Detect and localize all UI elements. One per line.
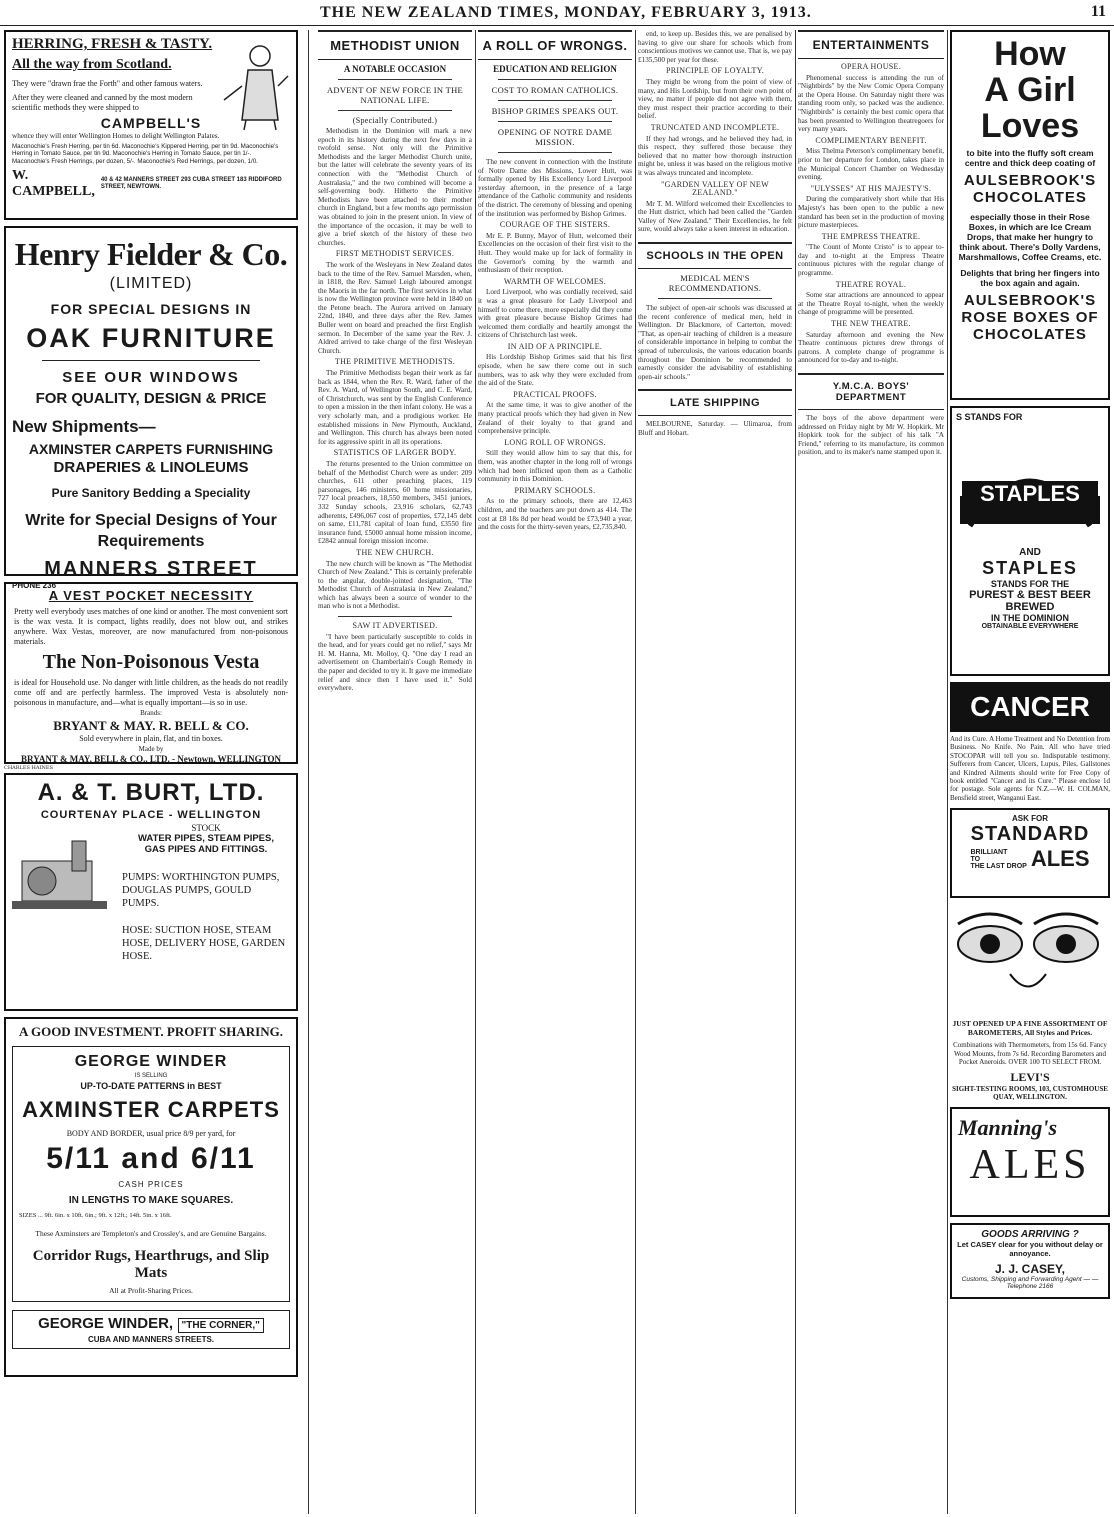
vesta-made-by: Made by [138,745,164,753]
casey-ad [950,1223,1110,1299]
herring-ad [4,30,298,220]
article-paragraph: At the same time, it was to give another of the many practical proofs which they had given in New Zealand of their loyalty to that grand and comprehensive principle. [478,401,632,436]
section-heading: PRIMARY SCHOOLS. [514,485,596,495]
left-ads-column [4,30,298,1514]
article-paragraph: The new church will be known as "The Methodist Church of New Zealand." This is certainly preferable to the angular, double-jointed designation, "The Methodist Church of Australasia in New Zealand," which has always been a source of wonder to the man who is not a Methodist. [318,559,472,611]
girl-line-1: How [994,35,1066,73]
column-rule [308,30,309,1514]
column-rule [947,30,948,1514]
burt-address: COURTENAY PLACE - WELLINGTON [40,809,262,821]
section-heading: PRACTICAL PROOFS. [513,389,597,399]
girl-line-3: Loves [980,107,1080,145]
staples-line-1: STANDS FOR THE [990,579,1070,589]
vesta-sold: Sold everywhere in plain, flat, and tin boxes. [79,734,223,743]
fielder-line-9: Write for Special Designs of Your Requirements [25,512,277,550]
eye-illustration [950,904,1106,1014]
cancer-headline: CANCER [950,682,1110,732]
article-paragraph: The returns presented to the Union committee on behalf of the Methodist Church were as under: 209 churches, 611 other preaching places, 119 parsonages, 146 ministers, 60 home missionaries, 727 local preachers, 18,550 members, 3451 juniors, 332 Sunday schools, 23,916 scholars, 62,743 adherents, £496,067 cost of properties, £72,145 debt on same, £11,781 capital of loan fund, £3550 fire insurance fund, £5000 annual home mission income, £2842 annual foreign mission income. [318,459,472,546]
winder-rugs: Corridor Rugs, Hearthrugs, and Slip Mats [32,1248,270,1281]
article-paragraph: Lord Liverpool, who was cordially received, said it was a great pleasure for Lady Liverpool and himself to come there, more especially did they come with great pleasure because Bishop Grimes had welcomed them cordially and heartily amongst the citizens of Christchurch last week. [478,288,632,340]
cancer-text: And its Cure. A Home Treatment and No Detention from Business. No Knife. No Pain. All who have tried STOCOPAR will tell you so. Indisputable testimony. Sufferers from Cancer, Ulcers, Lupus, Piles, Gallstones and Kindred Ailments should write for Free Copy of book entitled "Cancer and its Cure." Please enclose 1d for postage. Sole agents for N.Z.—W. H. COLMAN, Bensfield street, Wanganui East. [950,735,1110,802]
levi-ad [950,904,1110,1101]
article-deck: OPENING OF NOTRE DAME MISSION. [497,127,613,147]
article-headline: METHODIST UNION [318,30,472,60]
manning-name: Manning's [958,1115,1058,1141]
right-ads-column [950,30,1110,1514]
article-paragraph: During the comparatively short while that His Majesty's has been open to the public a new standard has been set in the production of moving picture masterpieces. [798,195,944,230]
levi-text-2: Combinations with Thermometers, from 15s 6d. Fancy Wood Mounts, from 7s 6d. Recording Barometers and Pocket Aneroids. OVER 100 TO SELECT FROM. [953,1041,1107,1067]
article-paragraph: Some star attractions are announced to appear at the Theatre Royal to-night, when the weekly change of programme will be presented. [798,291,944,317]
page-number: 11 [1090,3,1106,20]
fielder-name: Henry Fielder & Co. [14,236,288,272]
fielder-line-4: FOR QUALITY, DESIGN & PRICE [35,390,267,407]
winder-carpets: AXMINSTER CARPETS [22,1097,280,1122]
fielder-phone: PHONE 236 [12,581,57,590]
girl-text-1: to bite into the fluffy soft cream centre and thick deep coating of [964,148,1096,168]
fielder-line-7: DRAPERIES & LINOLEUMS [53,459,249,476]
burt-hose: HOSE: SUCTION HOSE, STEAM HOSE, DELIVERY HOSE, GARDEN HOSE. [122,925,286,962]
fielder-line-1: FOR SPECIAL DESIGNS IN [50,301,252,317]
staples-line-4: IN THE DOMINION [991,613,1069,623]
article-deck: BISHOP GRIMES SPEAKS OUT. [491,106,619,116]
section-heading: "ULYSSES" AT HIS MAJESTY'S. [810,183,932,193]
article-subhead: A NOTABLE OCCASION [343,64,447,74]
campbell-addresses: 40 & 42 MANNERS STREET 293 CUBA STREET 183 RIDDIFORD STREET, NEWTOWN. [100,177,282,191]
standard-drop: THE LAST DROP [970,862,1027,870]
standard-ask: ASK FOR [1012,814,1048,824]
article-headline: A ROLL OF WRONGS. [478,30,632,60]
vesta-ad [4,582,298,764]
herring-text-3: whence they will enter Wellington Homes to delight Wellington Palates. [12,132,220,140]
levi-name: LEVI'S [1010,1070,1050,1085]
section-heading: COURAGE OF THE SISTERS. [499,220,611,230]
article-subhead: EDUCATION AND RELIGION [493,64,617,74]
vesta-brands: BRYANT & MAY. R. BELL & CO. [53,718,249,733]
winder-border: BODY AND BORDER, usual price 8/9 per yard, for [66,1129,236,1138]
winder-footer [12,1310,290,1349]
vesta-para-1: Pretty well everybody uses matches of one kind or another. The most convenient sort is the wax vesta. It is compact, lights readily, does not blow out, and strikes anywhere. Wax Vestas, moreover, are now manufactured from non-poisonous materials. [14,607,288,646]
winder-cash: CASH PRICES [118,1180,184,1189]
winder-note: These Axminsters are Templeton's and Crossley's, and are Genuine Bargains. [35,1229,267,1238]
section-heading: COMPLIMENTARY BENEFIT. [815,135,927,145]
winder-price: 5/11 and 6/11 [46,1142,256,1175]
staples-name: STAPLES [982,558,1078,578]
casey-headline: GOODS ARRIVING ? [981,1229,1079,1241]
article-paragraph: Mr T. M. Wilford welcomed their Excellencies to the Hutt district, which had been called the "Garden Valley of New Zealand." Their Excellencies, he felt sure, would always take a keen interest in education. [638,199,792,234]
news-column-4 [638,30,792,1514]
pump-illustration [12,831,112,921]
section-heading: WARMTH OF WELCOMES. [503,276,607,286]
staples-line-2: PUREST & BEST BEER [969,589,1091,601]
vesta-maker: BRYANT & MAY, BELL & CO., LTD. - Newtown, WELLINGTON [21,754,281,764]
winder-top: A GOOD INVESTMENT. PROFIT SHARING. [19,1024,283,1039]
winder-footer-streets: CUBA AND MANNERS STREETS. [87,1335,215,1344]
article-deck: COST TO ROMAN CATHOLICS. [491,85,619,95]
staples-line-3: BREWED [1005,601,1055,613]
staples-line-5: OBTAINABLE EVERYWHERE [981,623,1079,630]
section-heading: IN AID OF A PRINCIPLE. [507,341,603,351]
casey-name: J. J. CASEY, [994,1262,1066,1277]
burt-line-2: GAS PIPES AND FITTINGS. [144,844,268,855]
ad-credit: CHARLES HAINES [4,765,53,771]
article-paragraph: The subject of open-air schools was discussed at the recent conference of medical men, held in Wellington. Dr Blackmore, of Carterton, moved: "That, as open-air teaching of children is a measure of considerable importance in helping to combat the spread of tuberculosis, the various education boards throughout the Dominion be recommended to earnestly consider the advisability of establishing open-air schools." [638,304,792,381]
standard-ales-ad [950,808,1110,898]
section-heading: THE NEW CHURCH. [356,547,434,557]
fielder-line-8: Pure Sanitory Bedding a Speciality [51,486,251,500]
article-paragraph: "I have been particularly susceptible to colds in the head, and for years could get no relief," says Mr H. M. Hanna, Mt. Molloy, Q. "One day I read an advertisement on Chamberlain's Cough Remedy in the paper and decided to try it. It gave me immediate relief and since then I have used it." Sold everywhere. [318,632,472,693]
masthead [0,0,1114,26]
girl-text-3: Delights that bring her fingers into the box again and again. [960,268,1100,288]
vesta-subhead: The Non-Poisonous Vesta [42,651,260,673]
herring-headline: HERRING, FRESH & TASTY. [12,36,213,52]
fielder-limited: (LIMITED) [109,275,193,292]
section-heading: THEATRE ROYAL. [835,279,907,289]
article-paragraph: end, to keep up. Besides this, we are penalised by having to give our share for schools which from conscientious motives we cannot use. That is, we pay £135,500 per year for these. [638,30,792,64]
roll-of-wrongs-article [478,30,632,1514]
fielder-ad [4,226,298,590]
section-heading: LONG ROLL OF WRONGS. [504,437,606,447]
article-paragraph: Still they would allow him to say that this, for them, was another chapter in the long roll of wrongs which had been inflicted upon them as a Catholic community in this Dominion. [478,449,632,484]
column-rule [475,30,476,1514]
section-heading: THE EMPRESS THEATRE. [821,231,921,241]
article-paragraph: The new convent in connection with the Institute of Notre Dame des Missions, Lower Hutt, was formally opened by His Excellency Lord Liverpool yesterday afternoon, in the presence of a large attendance of the Catholic community and residents of the district. The ceremony of blessing and opening of the institution was performed by Bishop Grimes. [478,158,632,218]
fielder-line-6: AXMINSTER CARPETS FURNISHING [28,441,274,457]
winder-footer-corner: "THE CORNER," [178,1318,264,1333]
section-heading: FIRST METHODIST SERVICES. [335,249,455,259]
burt-ad [4,773,298,1011]
girl-choc: CHOCOLATES [973,189,1087,206]
aulsebrook-ad [950,30,1110,400]
article-paragraph: The Primitive Methodists began their work as far back as 1844, when the Rev. R. Ward, father of the Rev. A. Ward, of Wellington South, and C. E. Ward, of Christchurch, was sent by the English Conference to open a mission in the then infant colony. He was a very scholarly man, and a prodigious worker. He established missions in New Plymouth, Auckland, and Wellington. This church has always been noted for its aggressive spirit in all its operations. [318,369,472,446]
winder-name: GEORGE WINDER [74,1053,228,1070]
girl-brand-3: ROSE BOXES OF [961,309,1099,326]
herring-price-list: Maconochie's Fresh Herring, per tin 6d. Maconochie's Kippered Herring, per tin 9d. Maconochie's Herring in Tomato Sauce, per tin 9d. Maconochie's Herring in Tomato Sauce, per tin 1/-. Maconochie's Fresh Herrings, per dozen, 5/-. Maconochie's Red Herrings, per dozen, 1/0. [12,143,279,165]
article-paragraph: As to the primary schools, there are 12,463 children, and the teachers are put down as 414. The cost at £8 18s 8d per head would be £73,940 a year, and the costs for the thirty-seven years, £2,735,840. [478,497,632,532]
vesta-headline: A VEST POCKET NECESSITY [48,588,254,603]
entertainments-headline: ENTERTAINMENTS [798,30,944,59]
winder-footer-name: GEORGE WINDER, [38,1315,174,1332]
section-heading: STATISTICS OF LARGER BODY. [333,448,457,458]
article-paragraph: Mr E. P. Bunny, Mayor of Hutt, welcomed their Excellencies on the occasion of their first visit to the Hutt. They would make up for lack of formality in the Governor's coming by the warmth and enthusiasm of their reception. [478,231,632,275]
standard-name: STANDARD [970,823,1090,846]
winder-selling: IS SELLING [134,1073,168,1079]
article-paragraph: Methodism in the Dominion will mark a new epoch in its history during the next few days in a twofold sense. Not only will the Primitive Methodists and the larger Methodist Church unite, but the latter will celebrate the seventy years of its connection with the "Methodist Church of Australasia," and the two combined will become a self-governing body. Hitherto the Primitive Methodists have been attached to their mother church in England, but a few months ago permission was obtained to join in the present union. In view of the importance of the occasion, it may be well to give a brief sketch of the history of these two churches. [318,127,472,247]
campbell-name: W. CAMPBELL, [12,168,95,200]
section-heading: OPERA HOUSE. [840,62,902,71]
article-paragraph: Miss Thelma Peterson's complimentary benefit, prior to her departure for London, takes place in the Municipal Concert Chamber on Wednesday evening. [798,147,944,182]
burt-line-1: WATER PIPES, STEAM PIPES, [137,833,274,844]
section-heading: THE PRIMITIVE METHODISTS. [334,357,456,367]
herring-text-2: After they were cleaned and canned by the most modern scientific methods they were shipped to [12,93,193,112]
schools-deck: MEDICAL MEN'S RECOMMENDATIONS. [668,273,762,294]
herring-text-1: They were "drawn frae the Forth" and other famous waters. [12,79,203,88]
shipping-headline: LATE SHIPPING [638,389,792,416]
column-rule [795,30,796,1514]
article-byline: (Specially Contributed.) [352,116,438,125]
newspaper-title: THE NEW ZEALAND TIMES, MONDAY, FEBRUARY 3, 1913. [320,4,812,21]
article-paragraph: The boys of the above department were addressed on Friday night by Mr W. Hopkirk. Mr Hopkirk took for the subject of his talk "A Friend," referring to its manufacture, its common position, and to its maker's name stamped upon it. [798,414,944,457]
levi-text-1: JUST OPENED UP A FINE ASSORTMENT OF BAROMETERS, All Styles and Prices. [952,1019,1108,1038]
standard-brilliant: BRILLIANT [970,848,1008,856]
section-heading: PRINCIPLE OF LOYALTY. [665,66,765,76]
staples-and: AND [1019,547,1041,558]
casey-text-2: Customs, Shipping and Forwarding Agent — — Telephone 2166 [961,1276,1099,1291]
section-heading: SAW IT ADVERTISED. [352,621,438,631]
winder-lengths: IN LENGTHS TO MAKE SQUARES. [68,1195,234,1206]
staples-logo: STAPLES [962,481,1098,507]
methodist-union-article [318,30,472,1514]
girl-line-2: A Girl [984,71,1076,109]
section-heading: "GARDEN VALLEY OF NEW ZEALAND." [661,179,769,198]
article-deck: ADVENT OF NEW FORCE IN THE NATIONAL LIFE. [326,85,463,105]
girl-brand: AULSEBROOK'S [963,172,1097,189]
winder-sizes: SIZES ... 9ft. 6in. x 10ft. 6in.; 9ft. x 12ft.; 14ft. 5in. x 16ft. [19,1212,172,1219]
column-rule [635,30,636,1514]
article-paragraph: Saturday afternoon and evening the New Theatre continuous pictures drew throngs of patrons. A complete change of programme is announced for to-day and to-night. [798,330,944,365]
schools-headline: SCHOOLS IN THE OPEN [638,242,792,269]
burt-stock: STOCK [191,823,221,833]
standard-to: TO [970,855,981,863]
winder-all: All at Profit-Sharing Prices. [109,1286,193,1295]
section-heading: TRUNCATED AND INCOMPLETE. [650,122,780,132]
fielder-line-10: MANNERS STREET [44,558,258,580]
entertainments-column [798,30,944,1514]
ymca-headline: Y.M.C.A. BOYS' DEPARTMENT [798,373,944,410]
article-paragraph: They might be wrong from the point of view of many, and His Lordship, but from their own point of view, no matter if people did not agree with them, they must respect their practice according to their belief. [638,77,792,121]
article-paragraph: MELBOURNE, Saturday. — Ulimaroa, from Bluff and Hobart. [638,420,792,437]
fisherman-illustration [220,40,290,132]
manning-ales: ALES [969,1142,1091,1189]
burt-name: A. & T. BURT, LTD. [37,779,265,806]
winder-ad [4,1017,298,1377]
girl-brand-2: AULSEBROOK'S [963,292,1097,309]
standard-ales: ALES [1030,846,1090,872]
fielder-line-2: OAK FURNITURE [26,323,276,353]
fielder-line-5: New Shipments— [12,417,156,436]
article-paragraph: Phenomenal success is attending the run of "Nightbirds" by the New Comic Opera Company at the Opera House. On Saturday night there was standing room only, so packed was the audience. "Nightbirds" is certainly the best comic opera that has been presented to Wellington theatregoers for very many years. [798,73,944,134]
fielder-line-3: SEE OUR WINDOWS [62,369,240,386]
article-paragraph: The work of the Wesleyans in New Zealand dates back to the time of the Rev. Samuel Marsden, when, in 1818, the Rev. Samuel Leigh laboured amongst the Maoris in the far north. The first services in what is now the Wellington province were held in 1840 on the Petone beach. The Aurora arrived on January 22nd, 1840, and three days after the Rev. James Buller went on board and preached the first English sermon. In December of the same year the Rev. J. Aldred arrived to take charge of the first Wesleyan Church. [318,260,472,355]
article-paragraph: "The Count of Monte Cristo" is to appear to-day and to-night at the Empress Theatre continuous pictures with the regular change of programme. [798,243,944,278]
burt-pumps: PUMPS: WORTHINGTON PUMPS, DOUGLAS PUMPS, GOULD PUMPS. [122,872,280,909]
section-heading: THE NEW THEATRE. [831,319,911,329]
cancer-ad [950,682,1110,802]
staples-ad [950,406,1110,676]
winder-patterns: UP-TO-DATE PATTERNS in BEST [80,1081,222,1091]
campbell-signature [12,168,290,200]
herring-subhead: All the way from Scotland. [12,57,172,72]
staples-trademark: S STANDS FOR [956,412,1023,422]
manning-ales-ad [950,1107,1110,1217]
levi-text-3: SIGHT-TESTING ROOMS, 103, CUSTOMHOUSE QUAY, WELLINGTON. [952,1085,1108,1102]
girl-brand-4: CHOCOLATES [973,326,1087,343]
campbells-brand: CAMPBELL'S [100,115,202,131]
girl-text-2: especially those in their Rose Boxes, in which are Ice Cream Drops, that make her hungry to think about. There's Dolly Vardens, Marshmallows, Coffee Creams, etc. [958,212,1102,262]
vesta-brands-label: Brands: [140,709,162,717]
article-paragraph: His Lordship Bishop Grimes said that his first episode, when he saw there come out in such numbers, was to ask why they were excluded from the aid of the State. [478,353,632,388]
article-paragraph: If they had wrongs, and he believed they had, in this respect, they suffered those because they believed that no matter how thorough instruction might be, unless it was based on the religious motive it was always truncated and incomplete. [638,134,792,177]
casey-text-1: Let CASEY clear for you without delay or annoyance. [957,1240,1103,1259]
vesta-para-2: is ideal for Household use. No danger with little children, as the heads do not readily come off and are perfectly harmless. The improved Vesta is absolutely non-poisonous in manufacture, and—what is equally important—is so in use. [14,678,288,707]
